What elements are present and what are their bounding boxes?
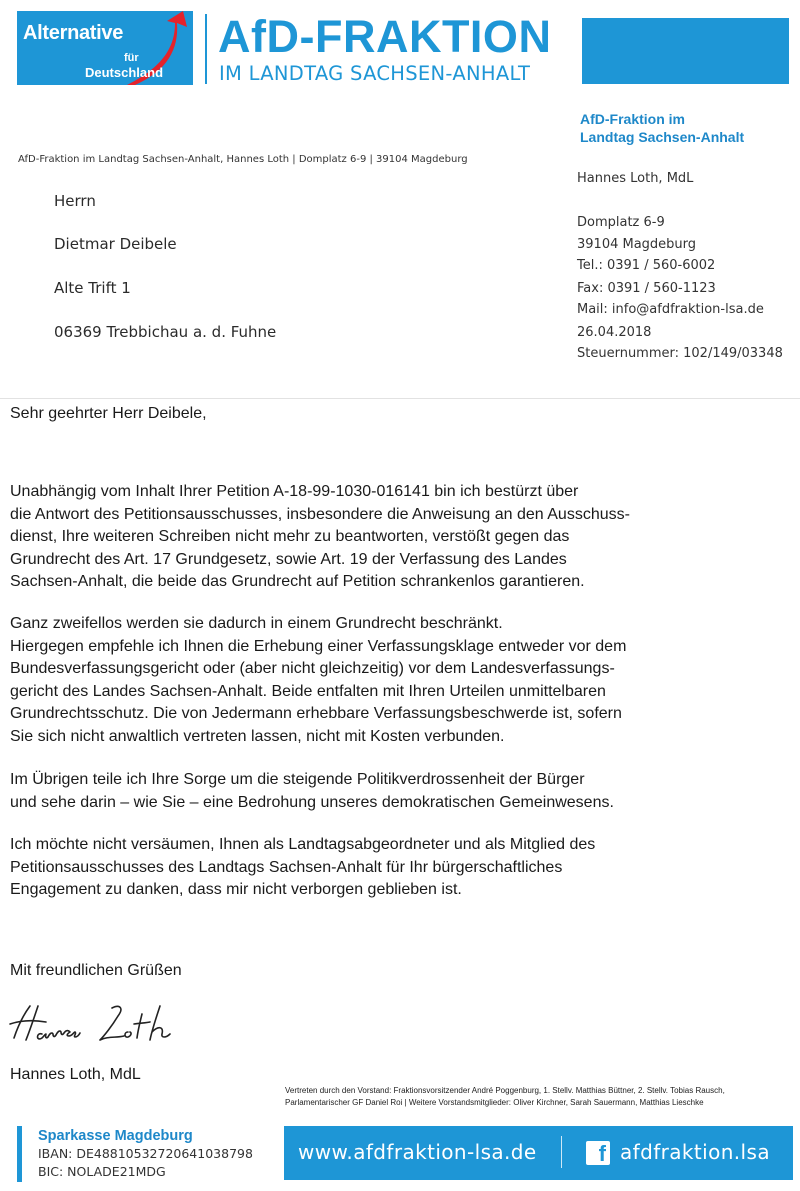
handwritten-signature [8,1000,188,1044]
text-line: Grundrecht des Art. 17 Grundgesetz, sowie Art. 19 der Verfassung des Landes [10,550,567,568]
text-line: Sie sich nicht anwaltlich vertreten lassen, nicht mit Kosten verbunden. [10,727,505,745]
fold-divider [0,398,800,399]
header-color-block [582,18,789,84]
logo-text-fuer: für [124,52,139,64]
board-line-2: Parlamentarischer GF Daniel Roi | Weitere Vorstandsmitglieder: Oliver Kirchner, Sarah Sauermann, Matthias Lieschke [285,1098,704,1107]
text-line: die Antwort des Petitionsausschusses, insbesondere die Anweisung an den Ausschuss- [10,505,630,523]
bank-iban: IBAN: DE48810532720641038798 [38,1146,253,1161]
logo-text-alternative: Alternative [23,22,124,44]
org-name [580,110,744,146]
text-line: Im Übrigen teile ich Ihre Sorge um die steigende Politikverdrossenheit der Bürger [10,771,585,788]
sender-return-address: AfD-Fraktion im Landtag Sachsen-Anhalt, Hannes Loth | Domplatz 6-9 | 39104 Magdeburg [18,154,468,165]
bank-bic: BIC: NOLADE21MDG [38,1164,166,1179]
party-logo [17,11,193,85]
bank-name: Sparkasse Magdeburg [38,1128,193,1144]
header-divider [205,14,207,84]
text-line: Ich möchte nicht versäumen, Ihnen als Landtagsabgeordneter und als Mitglied des [10,836,596,853]
footer-divider [561,1136,562,1168]
letter-paragraph-3 [10,769,614,814]
recipient-city: 06369 Trebbichau a. d. Fuhne [54,323,277,341]
signer-name: Hannes Loth, MdL [10,1066,141,1083]
facebook-icon: f [586,1141,610,1165]
contact-city: 39104 Magdeburg [577,237,697,252]
text-line: gericht des Landes Sachsen-Anhalt. Beide entfalten mit Ihren Urteilen unmittelbaren [10,682,606,700]
text-line: Hiergegen empfehle ich Ihnen die Erhebung einer Verfassungsklage entweder vor dem [10,637,627,655]
text-line: Ganz zweifellos werden sie dadurch in einem Grundrecht beschränkt. [10,615,503,632]
text-line: Bundesverfassungsgericht oder (aber nicht gleichzeitig) vor dem Landesverfassungs- [10,660,615,678]
text-line: Grundrechtsschutz. Die von Jedermann erhebbare Verfassungsbeschwerde ist, sofern [10,705,622,723]
letter-date: 26.04.2018 [577,325,652,340]
contact-name: Hannes Loth, MdL [577,171,694,186]
text-line: Engagement zu danken, dass mir nicht verborgen geblieben ist. [10,881,462,899]
recipient-street: Alte Trift 1 [54,279,131,297]
facebook-link[interactable]: afdfraktion.lsa [620,1140,770,1164]
org-name-line1: AfD-Fraktion im [580,111,685,127]
recipient-salutation: Herrn [54,192,96,210]
letter-paragraph-4 [10,834,595,902]
org-name-line2: Landtag Sachsen-Anhalt [580,129,745,145]
board-line-1: Vertreten durch den Vorstand: Fraktionsvorsitzender André Poggenburg, 1. Stellv. Matthias Büttner, 2. Stellv. Tobias Rausch, [285,1086,725,1095]
contact-tel: Tel.: 0391 / 560-6002 [577,258,716,273]
letter-salutation: Sehr geehrter Herr Deibele, [10,405,207,422]
bank-accent-bar [17,1126,22,1182]
letter-closing: Mit freundlichen Grüßen [10,962,182,979]
letter-paragraph-1 [10,481,630,594]
recipient-name: Dietmar Deibele [54,235,177,253]
text-line: Sachsen-Anhalt, die beide das Grundrecht auf Petition schrankenlos garantieren. [10,573,585,591]
text-line: dienst, Ihre weiteren Schreiben nicht mehr zu beantworten, verstößt gegen das [10,528,570,546]
board-members-note [285,1085,725,1109]
contact-mail: Mail: info@afdfraktion-lsa.de [577,302,764,317]
logo-text-deutschland: Deutschland [85,65,164,80]
letterhead-subtitle: IM LANDTAG SACHSEN-ANHALT [219,62,531,85]
text-line: Petitionsausschusses des Landtags Sachsen-Anhalt für Ihr bürgerschaftliches [10,858,563,876]
contact-street: Domplatz 6-9 [577,215,665,230]
contact-fax: Fax: 0391 / 560-1123 [577,281,716,296]
text-line: Unabhängig vom Inhalt Ihrer Petition A-18-99-1030-016141 bin ich bestürzt über [10,483,579,500]
website-link[interactable]: www.afdfraktion-lsa.de [298,1140,537,1164]
letterhead-title: AfD-FRAKTION [218,11,552,62]
tax-number: Steuernummer: 102/149/03348 [577,346,783,361]
letter-paragraph-2 [10,613,626,749]
text-line: und sehe darin – wie Sie – eine Bedrohung unseres demokratischen Gemeinwesens. [10,793,614,811]
